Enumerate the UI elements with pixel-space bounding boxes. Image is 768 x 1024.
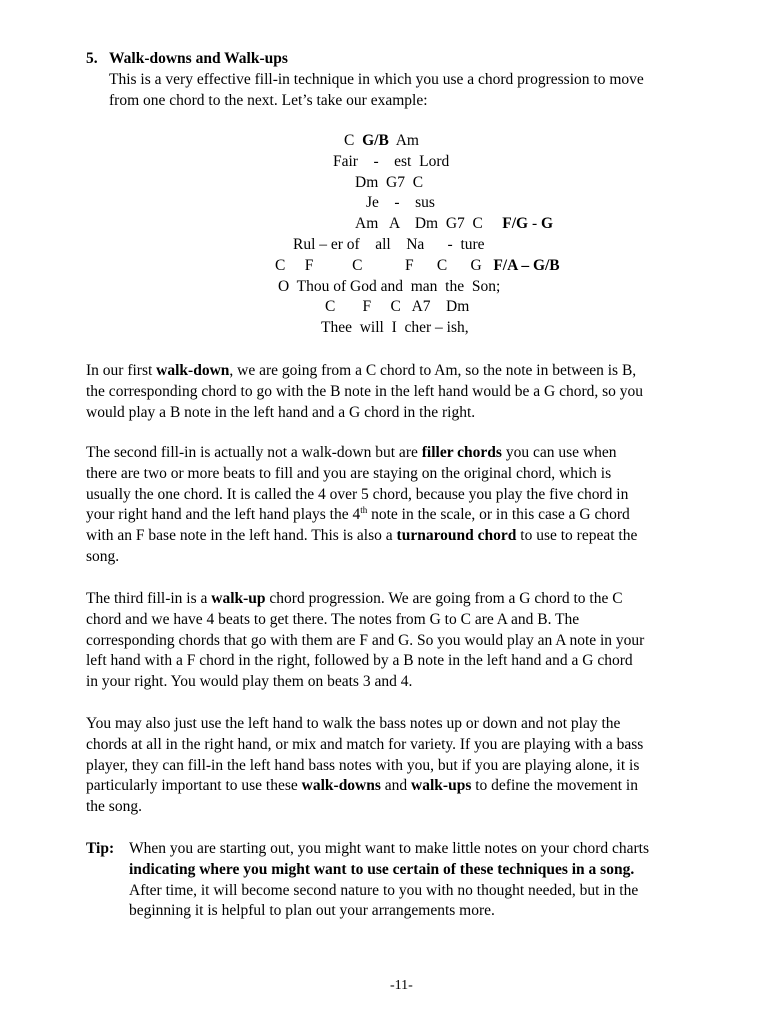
section-number: 5. bbox=[86, 50, 98, 67]
paragraph-line: In our first walk-down, we are going from a C chord to Am, so the note in between is B, bbox=[86, 362, 637, 379]
tip-line: indicating where you might want to use certain of these techniques in a song. bbox=[129, 860, 635, 878]
paragraph-line: particularly important to use these walk-downs and walk-ups to define the movement in bbox=[86, 777, 638, 795]
paragraph-line: song. bbox=[86, 548, 120, 565]
paragraph-line: chords at all in the right hand, or mix and match for variety. If you are playing with a bass bbox=[86, 735, 644, 753]
paragraph-line: player, they can fill-in the left hand bass notes with you, but if you are playing alone, it is bbox=[86, 756, 640, 774]
intro-line-1: This is a very effective fill-in technique in which you use a chord progression to move bbox=[109, 71, 644, 88]
tip-line: beginning it is helpful to plan out your arrangements more. bbox=[129, 902, 495, 920]
chord-line: Am A Dm G7 C F/G - G bbox=[355, 215, 554, 233]
lyric-line: Fair - est Lord bbox=[333, 152, 450, 170]
paragraph-line: left hand with a F chord in the right, followed by a B note in the left hand and a G chord bbox=[86, 652, 633, 670]
paragraph-line: would play a B note in the left hand and a G chord in the right. bbox=[86, 403, 476, 421]
paragraph-line: The third fill-in is a walk-up chord progression. We are going from a G chord to the C bbox=[86, 590, 623, 607]
intro-line-2: from one chord to the next. Let’s take our example: bbox=[109, 92, 428, 109]
paragraph-line: the song. bbox=[86, 798, 142, 816]
paragraph-line: corresponding chords that go with them are F and G. So you would play an A note in your bbox=[86, 631, 645, 649]
paragraph-line: chord and we have 4 beats to get there. The notes from G to C are A and B. The bbox=[86, 610, 580, 628]
paragraph-line: You may also just use the left hand to walk the bass notes up or down and not play the bbox=[86, 715, 621, 732]
chord-line: C F C A7 Dm bbox=[325, 298, 470, 316]
lyric-line: Je - sus bbox=[366, 194, 435, 212]
chord-line: Dm G7 C bbox=[355, 173, 424, 191]
paragraph-line: with an F base note in the left hand. This is also a turnaround chord to use to repeat the bbox=[86, 527, 638, 545]
lyric-line: Thee will I cher – ish, bbox=[321, 319, 469, 337]
tip-line: When you are starting out, you might want to make little notes on your chord charts bbox=[129, 840, 649, 857]
chord-line: C G/B Am bbox=[344, 132, 419, 149]
paragraph-line: usually the one chord. It is called the 4 over 5 chord, because you play the five chord in bbox=[86, 485, 629, 503]
paragraph-line: in your right. You would play them on beats 3 and 4. bbox=[86, 673, 413, 691]
tip-line: After time, it will become second nature to you with no thought needed, but in the bbox=[129, 881, 639, 899]
section-title: Walk-downs and Walk-ups bbox=[109, 50, 288, 67]
chord-line: C F C F C G F/A – G/B bbox=[275, 256, 560, 274]
page-number: -11- bbox=[390, 978, 413, 993]
paragraph-line: the corresponding chord to go with the B note in the left hand would be a G chord, so you bbox=[86, 382, 644, 400]
tip-label: Tip: bbox=[86, 840, 115, 857]
paragraph-line: your right hand and the left hand plays the 4th note in the scale, or in this case a G chord bbox=[86, 505, 630, 524]
lyric-line: Rul – er of all Na - ture bbox=[293, 236, 485, 253]
lyric-line: O Thou of God and man the Son; bbox=[278, 277, 501, 295]
paragraph-line: The second fill-in is actually not a walk-down but are filler chords you can use when bbox=[86, 444, 617, 461]
paragraph-line: there are two or more beats to fill and you are staying on the original chord, which is bbox=[86, 464, 612, 482]
